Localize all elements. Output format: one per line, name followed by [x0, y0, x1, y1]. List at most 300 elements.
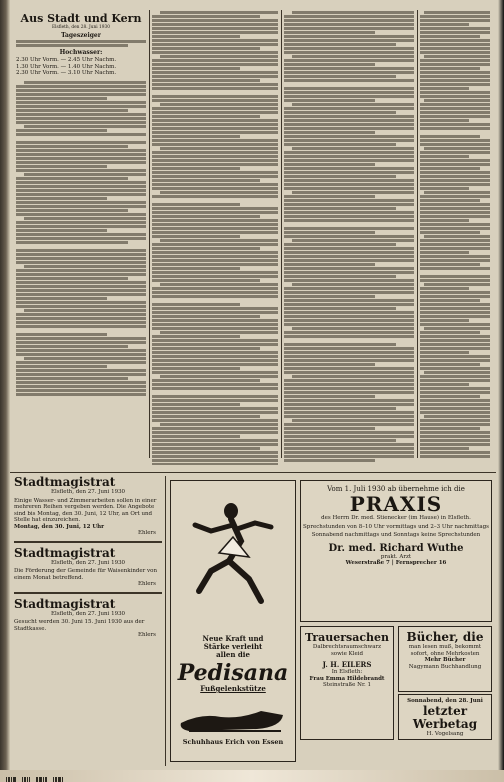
- text-line: [420, 443, 490, 446]
- text-line: [284, 75, 396, 78]
- text-line: [160, 103, 278, 106]
- trauer-sub: Dalbrechtsraumschwarz: [312, 644, 382, 650]
- text-line: [16, 153, 146, 156]
- text-line: [284, 175, 396, 178]
- text-line: [420, 323, 490, 326]
- text-line: [284, 255, 414, 258]
- text-line: [16, 273, 146, 276]
- text-line: [16, 301, 146, 304]
- text-line: [152, 27, 278, 30]
- notice-deadline: Montag, den 30. Juni, 12 Uhr: [14, 523, 105, 530]
- text-line: [152, 271, 278, 274]
- text-line: [152, 155, 278, 158]
- column-rule: [165, 476, 166, 766]
- text-line: [420, 339, 490, 342]
- text-line: [152, 403, 240, 406]
- text-line: [16, 345, 128, 348]
- water-time-1: 2.30 Uhr Vorm. — 2.45 Uhr Nachm.: [16, 57, 117, 63]
- text-line: [16, 40, 146, 43]
- text-line: [420, 59, 490, 62]
- text-line: [160, 11, 278, 14]
- text-line: [160, 55, 278, 58]
- text-line: [420, 167, 480, 170]
- text-line: [152, 143, 278, 146]
- text-line: [152, 23, 278, 26]
- text-line: [152, 427, 278, 430]
- text-line: [16, 289, 146, 292]
- text-line: [420, 135, 480, 138]
- text-line: [16, 337, 146, 340]
- text-line: [152, 131, 278, 134]
- text-line: [152, 399, 278, 402]
- text-line: [16, 233, 146, 236]
- text-line: [152, 287, 278, 290]
- text-line: [16, 369, 146, 372]
- text-line: [284, 171, 414, 174]
- text-line: [284, 59, 414, 62]
- trauer-name: J. H. EILERS: [322, 660, 372, 669]
- praxis-ad: [300, 480, 492, 622]
- text-line: [284, 195, 375, 198]
- text-line: [160, 283, 278, 286]
- text-line: [16, 377, 128, 380]
- text-line: [420, 207, 490, 210]
- text-line: [420, 335, 490, 338]
- text-line: [284, 275, 396, 278]
- text-line: [284, 431, 414, 434]
- water-time-3: 2.30 Uhr Vorm. — 3.10 Uhr Nachm.: [16, 70, 117, 76]
- text-line: [16, 321, 146, 324]
- notice-signature: Ehlers: [137, 632, 156, 638]
- text-line: [152, 315, 260, 318]
- text-line: [420, 239, 490, 242]
- text-line: [152, 59, 278, 62]
- text-line: [284, 395, 375, 398]
- notice-text: Gesucht werden 30. Juni 15. Juni 1930 aus der Stadtkasse.: [14, 619, 145, 632]
- text-line: [420, 39, 490, 42]
- text-line: [424, 11, 490, 14]
- text-line: [152, 435, 240, 438]
- text-line: [420, 203, 490, 206]
- text-line: [420, 267, 490, 270]
- text-line: [284, 119, 414, 122]
- buecher-shop2: Nagymann Buchhandlung: [408, 663, 482, 670]
- praxis-intro: Vom 1. Juli 1930 ab übernehme ich die: [327, 485, 465, 493]
- text-line: [284, 167, 414, 170]
- text-line: [424, 371, 490, 374]
- text-line: [420, 451, 490, 454]
- text-line: [420, 183, 490, 186]
- text-line: [24, 217, 146, 220]
- pedisana-headline-1: Neue Kraft und: [202, 634, 264, 643]
- text-line: [152, 119, 278, 122]
- notice-divider: [14, 541, 162, 543]
- text-line: [284, 35, 414, 38]
- text-line: [420, 187, 469, 190]
- text-line: [152, 75, 278, 78]
- text-line: [16, 205, 146, 208]
- text-line: [152, 347, 260, 350]
- text-line: [16, 85, 146, 88]
- text-line: [152, 219, 278, 222]
- text-line: [420, 263, 480, 266]
- text-line: [420, 347, 490, 350]
- text-line: [160, 375, 278, 378]
- text-line: [284, 203, 414, 206]
- text-line: [284, 63, 375, 66]
- text-line: [420, 151, 490, 154]
- text-line: [292, 55, 414, 58]
- praxis-line-3: Sonnabend nachmittags und Sonntags keine Sprechstunden: [311, 532, 481, 538]
- text-line: [152, 371, 278, 374]
- text-line: [284, 311, 414, 314]
- text-line: [24, 173, 146, 176]
- text-line: [284, 403, 414, 406]
- text-line: [152, 63, 278, 66]
- text-line: [292, 239, 414, 242]
- text-line: [284, 411, 414, 414]
- text-line: [420, 63, 490, 66]
- trauer-shop: Frau Emma Hildebrandt: [309, 675, 385, 682]
- text-line: [420, 367, 490, 370]
- notice-date: Elsfleth, den 27. Juni 1930: [50, 559, 126, 566]
- text-line: [152, 387, 278, 390]
- notice-title: Stadtmagistrat: [14, 596, 116, 611]
- text-line: [424, 55, 490, 58]
- text-line: [284, 455, 414, 458]
- text-line: [152, 463, 278, 465]
- text-line: [420, 255, 490, 258]
- notice-signature: Ehlers: [137, 581, 156, 587]
- text-line: [284, 439, 396, 442]
- text-line: [152, 15, 260, 18]
- text-line: [152, 303, 240, 306]
- text-line: [16, 105, 146, 108]
- text-line: [152, 39, 278, 42]
- text-line: [420, 411, 490, 414]
- text-line: [284, 151, 414, 154]
- text-line: [284, 207, 396, 210]
- text-line: [420, 391, 490, 394]
- binding-edge: [0, 0, 10, 782]
- trauer-street: Steinstraße Nr. 1: [323, 682, 371, 688]
- text-line: [152, 451, 278, 454]
- text-line: [284, 243, 396, 246]
- text-line: [152, 171, 278, 174]
- text-line: [420, 31, 490, 34]
- text-line: [152, 235, 240, 238]
- werbetag-ad: [398, 694, 492, 740]
- text-line: [284, 183, 414, 186]
- text-line: [284, 187, 414, 190]
- text-line: [152, 295, 278, 298]
- text-line: [152, 251, 278, 254]
- text-line: [16, 113, 146, 116]
- text-line: [420, 447, 469, 450]
- text-line: [16, 365, 107, 368]
- text-line: [284, 99, 375, 102]
- text-line: [292, 11, 414, 14]
- text-line: [292, 375, 414, 378]
- text-line: [284, 219, 414, 222]
- text-line: [420, 403, 490, 406]
- text-line: [152, 151, 278, 154]
- text-line: [24, 357, 146, 360]
- pedisana-headline-2: Stärke verleiht: [203, 642, 263, 651]
- text-line: [152, 31, 278, 34]
- text-line: [420, 159, 490, 162]
- text-line: [420, 119, 469, 122]
- text-line: [420, 123, 490, 126]
- text-line: [420, 395, 480, 398]
- text-line: [24, 81, 146, 84]
- text-line: [284, 251, 414, 254]
- text-line: [284, 351, 414, 354]
- text-line: [152, 139, 278, 142]
- text-line: [420, 419, 490, 422]
- text-line: [152, 203, 240, 206]
- text-line: [420, 79, 490, 82]
- text-line: [16, 193, 146, 196]
- text-line: [420, 115, 490, 118]
- text-line: [152, 211, 278, 214]
- notice-date: Elsfleth, den 27. Juni 1930: [50, 489, 126, 495]
- middle-body-text: [152, 11, 278, 465]
- text-line: [420, 171, 490, 174]
- text-line: [16, 277, 128, 280]
- text-line: [420, 231, 480, 234]
- scan-footer: [0, 770, 504, 782]
- text-line: [16, 353, 146, 356]
- text-line: [420, 279, 490, 282]
- column-rule: [417, 10, 418, 458]
- column-rule: [149, 10, 150, 458]
- text-line: [420, 75, 490, 78]
- text-line: [16, 241, 128, 244]
- text-line: [16, 305, 146, 308]
- text-line: [420, 111, 490, 114]
- shoe-illustration: [171, 693, 295, 735]
- text-line: [284, 347, 414, 350]
- text-line: [152, 363, 278, 366]
- text-line: [24, 125, 146, 128]
- text-line: [284, 163, 375, 166]
- text-line: [152, 163, 278, 166]
- text-line: [420, 351, 469, 354]
- text-line: [420, 287, 469, 290]
- section-divider: [10, 472, 496, 473]
- text-line: [284, 435, 414, 438]
- text-line: [284, 23, 414, 26]
- text-line: [152, 415, 260, 418]
- text-line: [420, 311, 490, 314]
- notice-date: Elsfleth, den 27. Juni 1930: [50, 610, 126, 617]
- text-line: [284, 247, 414, 250]
- text-line: [152, 327, 278, 330]
- text-line: [420, 15, 490, 18]
- praxis-line-2: Sprechstunden von 8–10 Uhr vormittags und 2–3 Uhr nachmittags: [303, 523, 489, 530]
- text-line: [420, 211, 490, 214]
- text-line: [24, 265, 146, 268]
- text-line: [420, 47, 490, 50]
- text-line: [152, 355, 278, 358]
- text-line: [420, 259, 490, 262]
- notice-divider: [14, 592, 162, 594]
- text-line: [284, 387, 414, 390]
- text-line: [16, 285, 146, 288]
- text-line: [284, 287, 414, 290]
- text-line: [420, 355, 490, 358]
- text-line: [420, 195, 490, 198]
- text-line: [16, 361, 146, 364]
- text-line: [420, 143, 490, 146]
- text-line: [16, 237, 146, 240]
- text-line: [284, 407, 396, 410]
- text-line: [152, 179, 260, 182]
- text-line: [420, 107, 490, 110]
- text-line: [16, 281, 146, 284]
- text-line: [284, 39, 414, 42]
- text-line: [152, 87, 278, 90]
- text-line: [284, 295, 375, 298]
- masthead-subtitle: Elsfleth, den 28. Juni 1930: [52, 25, 110, 30]
- notice-title: Stadtmagistrat: [14, 545, 116, 560]
- text-line: [284, 423, 414, 426]
- text-line: [420, 87, 469, 90]
- buecher-ad: [398, 626, 492, 692]
- text-line: [16, 229, 107, 232]
- scan-barcode: [6, 771, 64, 782]
- text-line: [16, 253, 146, 256]
- text-line: [284, 355, 414, 358]
- text-line: [16, 225, 146, 228]
- text-line: [284, 139, 414, 142]
- text-line: [16, 165, 107, 168]
- text-line: [420, 407, 490, 410]
- text-line: [284, 143, 396, 146]
- text-line: [16, 189, 146, 192]
- text-line: [284, 199, 414, 202]
- text-line: [424, 283, 490, 286]
- far-right-column: [420, 10, 490, 465]
- notices-column: [14, 476, 162, 766]
- pedisana-headline-3: allen die: [216, 650, 250, 659]
- text-line: [284, 399, 414, 402]
- text-line: [152, 195, 278, 198]
- text-line: [16, 293, 146, 296]
- text-line: [152, 243, 278, 246]
- text-line: [284, 379, 414, 382]
- text-line: [16, 249, 146, 252]
- text-line: [152, 323, 278, 326]
- text-line: [284, 359, 414, 362]
- section-hochwasser: Hochwasser:: [59, 49, 103, 56]
- text-line: [420, 127, 490, 130]
- text-line: [284, 111, 396, 114]
- right-column: [284, 10, 414, 465]
- text-line: [284, 459, 375, 462]
- buecher-sub2: sofort, ohne Mehrkosten: [410, 650, 480, 657]
- text-line: [152, 207, 278, 210]
- text-line: [16, 297, 107, 300]
- text-line: [424, 327, 490, 330]
- text-line: [284, 47, 414, 50]
- notice-3: [14, 598, 162, 639]
- text-line: [152, 79, 260, 82]
- text-line: [152, 351, 278, 354]
- text-line: [16, 333, 107, 336]
- text-line: [284, 135, 414, 138]
- text-line: [420, 427, 480, 430]
- text-line: [152, 123, 278, 126]
- text-line: [24, 309, 146, 312]
- text-line: [152, 175, 278, 178]
- dancer-illustration: [171, 481, 295, 631]
- text-line: [420, 91, 490, 94]
- text-line: [284, 259, 414, 262]
- text-line: [420, 95, 490, 98]
- text-line: [420, 179, 490, 182]
- text-line: [16, 93, 146, 96]
- text-line: [292, 103, 414, 106]
- page-edge-shadow: [498, 0, 504, 782]
- buecher-sub: man lesen muß, bekommt: [408, 644, 482, 650]
- text-line: [420, 215, 490, 218]
- notice-title: Stadtmagistrat: [14, 476, 116, 489]
- text-line: [284, 71, 414, 74]
- text-line: [420, 83, 490, 86]
- middle-column: [152, 10, 278, 465]
- notice-text: Die Förderung der Gemeinde für Waisenkinder von einem Monat betreffend.: [14, 568, 158, 581]
- text-line: [420, 363, 480, 366]
- text-line: [152, 187, 278, 190]
- text-line: [16, 149, 146, 152]
- praxis-doctor: Dr. med. Richard Wuthe: [328, 542, 464, 554]
- text-line: [284, 443, 414, 446]
- text-line: [16, 261, 146, 264]
- text-line: [152, 367, 240, 370]
- text-line: [16, 121, 146, 124]
- text-line: [420, 375, 490, 378]
- werbetag-date: Sonnabend, den 28. Juni: [407, 698, 483, 704]
- masthead-title: Aus Stadt und Kern: [20, 12, 142, 25]
- text-line: [16, 97, 107, 100]
- text-line: [152, 267, 240, 270]
- text-line: [152, 439, 278, 442]
- text-line: [160, 331, 278, 334]
- text-line: [16, 341, 146, 344]
- text-line: [420, 251, 469, 254]
- text-line: [152, 83, 278, 86]
- text-line: [284, 87, 414, 90]
- text-line: [420, 359, 490, 362]
- text-line: [16, 201, 146, 204]
- text-line: [420, 431, 490, 434]
- text-line: [152, 47, 260, 50]
- text-line: [284, 367, 414, 370]
- text-line: [16, 129, 107, 132]
- far-right-body-text: [420, 11, 490, 458]
- text-line: [284, 215, 414, 218]
- text-line: [292, 191, 414, 194]
- text-line: [16, 209, 128, 212]
- text-line: [152, 231, 278, 234]
- praxis-role: prakt. Arzt: [380, 553, 412, 560]
- text-line: [16, 109, 128, 112]
- text-line: [284, 343, 396, 346]
- text-line: [284, 211, 414, 214]
- text-line: [424, 147, 490, 150]
